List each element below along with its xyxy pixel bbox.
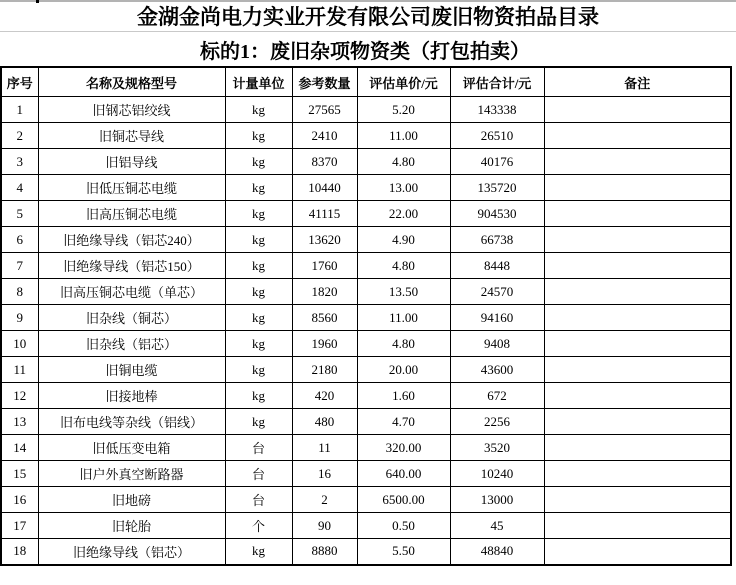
table-row bbox=[1, 357, 731, 383]
cell-total: 9408 bbox=[450, 331, 544, 357]
cell-unit: kg bbox=[225, 539, 292, 565]
cell-name: 旧绝缘导线（铝芯） bbox=[38, 539, 225, 565]
cell-quantity: 1760 bbox=[292, 253, 357, 279]
cell-unit-price: 13.50 bbox=[357, 279, 450, 305]
cell-total: 24570 bbox=[450, 279, 544, 305]
cell-name: 旧接地棒 bbox=[38, 383, 225, 409]
cell-unit: kg bbox=[225, 123, 292, 149]
cell-name: 旧铜芯导线 bbox=[38, 123, 225, 149]
col-header-unit: 计量单位 bbox=[225, 67, 292, 97]
col-header-quantity: 参考数量 bbox=[292, 67, 357, 97]
cell-unit-price: 11.00 bbox=[357, 123, 450, 149]
cell-quantity: 8880 bbox=[292, 539, 357, 565]
cell-quantity: 1960 bbox=[292, 331, 357, 357]
cell-unit-price: 5.50 bbox=[357, 539, 450, 565]
page-title: 金湖金尚电力实业开发有限公司废旧物资拍品目录 bbox=[137, 4, 599, 29]
cell-total: 10240 bbox=[450, 461, 544, 487]
cell-total: 143338 bbox=[450, 97, 544, 123]
cell-quantity: 13620 bbox=[292, 227, 357, 253]
column-border-stub bbox=[36, 0, 39, 3]
cell-total: 3520 bbox=[450, 435, 544, 461]
table-row bbox=[1, 201, 731, 227]
cell-unit: 个 bbox=[225, 513, 292, 539]
cell-name: 旧绝缘导线（铝芯150） bbox=[38, 253, 225, 279]
cell-seq: 3 bbox=[1, 149, 38, 175]
cell-unit: 台 bbox=[225, 487, 292, 513]
cell-total: 904530 bbox=[450, 201, 544, 227]
cell-remark bbox=[544, 409, 731, 435]
cell-unit-price: 4.80 bbox=[357, 331, 450, 357]
col-header-total: 评估合计/元 bbox=[450, 67, 544, 97]
cell-name: 旧低压变电箱 bbox=[38, 435, 225, 461]
table-row bbox=[1, 305, 731, 331]
table-header-row bbox=[1, 67, 731, 97]
cell-quantity: 41115 bbox=[292, 201, 357, 227]
cell-remark bbox=[544, 97, 731, 123]
col-header-unit-price: 评估单价/元 bbox=[357, 67, 450, 97]
cell-name: 旧低压铜芯电缆 bbox=[38, 175, 225, 201]
cell-total: 13000 bbox=[450, 487, 544, 513]
cell-remark bbox=[544, 539, 731, 565]
cell-remark bbox=[544, 357, 731, 383]
cell-remark bbox=[544, 383, 731, 409]
cell-remark bbox=[544, 227, 731, 253]
table-row bbox=[1, 383, 731, 409]
cell-quantity: 27565 bbox=[292, 97, 357, 123]
table-row bbox=[1, 123, 731, 149]
cell-unit: kg bbox=[225, 253, 292, 279]
cell-unit-price: 4.70 bbox=[357, 409, 450, 435]
cell-total: 40176 bbox=[450, 149, 544, 175]
table-body bbox=[1, 97, 731, 565]
cell-name: 旧杂线（铝芯） bbox=[38, 331, 225, 357]
cell-unit: kg bbox=[225, 175, 292, 201]
cell-unit-price: 320.00 bbox=[357, 435, 450, 461]
table-row bbox=[1, 513, 731, 539]
table-row bbox=[1, 409, 731, 435]
cell-quantity: 2 bbox=[292, 487, 357, 513]
cell-seq: 2 bbox=[1, 123, 38, 149]
top-gridline bbox=[0, 0, 736, 2]
table-row bbox=[1, 253, 731, 279]
cell-seq: 5 bbox=[1, 201, 38, 227]
cell-seq: 4 bbox=[1, 175, 38, 201]
cell-unit-price: 4.90 bbox=[357, 227, 450, 253]
cell-unit-price: 13.00 bbox=[357, 175, 450, 201]
cell-remark bbox=[544, 305, 731, 331]
cell-unit-price: 1.60 bbox=[357, 383, 450, 409]
cell-quantity: 8370 bbox=[292, 149, 357, 175]
cell-total: 135720 bbox=[450, 175, 544, 201]
cell-seq: 18 bbox=[1, 539, 38, 565]
cell-total: 26510 bbox=[450, 123, 544, 149]
cell-remark bbox=[544, 461, 731, 487]
cell-quantity: 10440 bbox=[292, 175, 357, 201]
cell-unit-price: 4.80 bbox=[357, 253, 450, 279]
cell-total: 43600 bbox=[450, 357, 544, 383]
cell-remark bbox=[544, 487, 731, 513]
table-row bbox=[1, 331, 731, 357]
cell-unit-price: 11.00 bbox=[357, 305, 450, 331]
page-subtitle: 标的1：废旧杂项物资类（打包拍卖） bbox=[200, 40, 530, 63]
cell-remark bbox=[544, 253, 731, 279]
cell-name: 旧铝导线 bbox=[38, 149, 225, 175]
cell-seq: 14 bbox=[1, 435, 38, 461]
cell-unit: 台 bbox=[225, 461, 292, 487]
cell-seq: 16 bbox=[1, 487, 38, 513]
col-header-name: 名称及规格型号 bbox=[38, 67, 225, 97]
cell-unit-price: 640.00 bbox=[357, 461, 450, 487]
cell-remark bbox=[544, 435, 731, 461]
cell-seq: 15 bbox=[1, 461, 38, 487]
cell-name: 旧杂线（铜芯） bbox=[38, 305, 225, 331]
cell-remark bbox=[544, 331, 731, 357]
cell-name: 旧高压铜芯电缆（单芯） bbox=[38, 279, 225, 305]
cell-unit: kg bbox=[225, 305, 292, 331]
cell-name: 旧地磅 bbox=[38, 487, 225, 513]
cell-total: 94160 bbox=[450, 305, 544, 331]
table-row bbox=[1, 461, 731, 487]
cell-name: 旧布电线等杂线（铝线） bbox=[38, 409, 225, 435]
cell-unit-price: 5.20 bbox=[357, 97, 450, 123]
cell-quantity: 8560 bbox=[292, 305, 357, 331]
cell-seq: 6 bbox=[1, 227, 38, 253]
cell-total: 2256 bbox=[450, 409, 544, 435]
cell-unit: kg bbox=[225, 331, 292, 357]
cell-remark bbox=[544, 123, 731, 149]
cell-name: 旧铜电缆 bbox=[38, 357, 225, 383]
cell-unit: kg bbox=[225, 383, 292, 409]
document-subtitle-row bbox=[0, 32, 730, 66]
cell-seq: 9 bbox=[1, 305, 38, 331]
cell-total: 8448 bbox=[450, 253, 544, 279]
cell-unit: 台 bbox=[225, 435, 292, 461]
cell-name: 旧轮胎 bbox=[38, 513, 225, 539]
table-row bbox=[1, 175, 731, 201]
cell-remark bbox=[544, 279, 731, 305]
cell-total: 66738 bbox=[450, 227, 544, 253]
cell-total: 48840 bbox=[450, 539, 544, 565]
cell-remark bbox=[544, 513, 731, 539]
cell-quantity: 90 bbox=[292, 513, 357, 539]
col-header-seq: 序号 bbox=[1, 67, 38, 97]
cell-unit: kg bbox=[225, 279, 292, 305]
cell-seq: 7 bbox=[1, 253, 38, 279]
cell-unit: kg bbox=[225, 409, 292, 435]
cell-unit: kg bbox=[225, 97, 292, 123]
table-row bbox=[1, 149, 731, 175]
cell-remark bbox=[544, 175, 731, 201]
cell-seq: 17 bbox=[1, 513, 38, 539]
table-row bbox=[1, 539, 731, 565]
col-header-remark: 备注 bbox=[544, 67, 731, 97]
cell-quantity: 420 bbox=[292, 383, 357, 409]
cell-seq: 12 bbox=[1, 383, 38, 409]
cell-quantity: 2410 bbox=[292, 123, 357, 149]
cell-name: 旧钢芯铝绞线 bbox=[38, 97, 225, 123]
table-row bbox=[1, 487, 731, 513]
cell-remark bbox=[544, 201, 731, 227]
cell-seq: 11 bbox=[1, 357, 38, 383]
cell-unit: kg bbox=[225, 227, 292, 253]
cell-name: 旧高压铜芯电缆 bbox=[38, 201, 225, 227]
cell-unit-price: 4.80 bbox=[357, 149, 450, 175]
cell-total: 45 bbox=[450, 513, 544, 539]
cell-quantity: 11 bbox=[292, 435, 357, 461]
cell-total: 672 bbox=[450, 383, 544, 409]
cell-remark bbox=[544, 149, 731, 175]
cell-quantity: 1820 bbox=[292, 279, 357, 305]
table-row bbox=[1, 227, 731, 253]
cell-unit-price: 20.00 bbox=[357, 357, 450, 383]
cell-seq: 10 bbox=[1, 331, 38, 357]
cell-name: 旧户外真空断路器 bbox=[38, 461, 225, 487]
cell-unit: kg bbox=[225, 201, 292, 227]
document-title-row bbox=[0, 0, 736, 32]
table-row bbox=[1, 97, 731, 123]
cell-quantity: 480 bbox=[292, 409, 357, 435]
cell-unit-price: 22.00 bbox=[357, 201, 450, 227]
table-row bbox=[1, 435, 731, 461]
cell-seq: 8 bbox=[1, 279, 38, 305]
cell-unit: kg bbox=[225, 149, 292, 175]
cell-unit-price: 0.50 bbox=[357, 513, 450, 539]
cell-unit-price: 6500.00 bbox=[357, 487, 450, 513]
cell-unit: kg bbox=[225, 357, 292, 383]
auction-items-table bbox=[0, 66, 732, 566]
cell-quantity: 2180 bbox=[292, 357, 357, 383]
cell-quantity: 16 bbox=[292, 461, 357, 487]
cell-seq: 13 bbox=[1, 409, 38, 435]
cell-seq: 1 bbox=[1, 97, 38, 123]
cell-name: 旧绝缘导线（铝芯240） bbox=[38, 227, 225, 253]
table-row bbox=[1, 279, 731, 305]
